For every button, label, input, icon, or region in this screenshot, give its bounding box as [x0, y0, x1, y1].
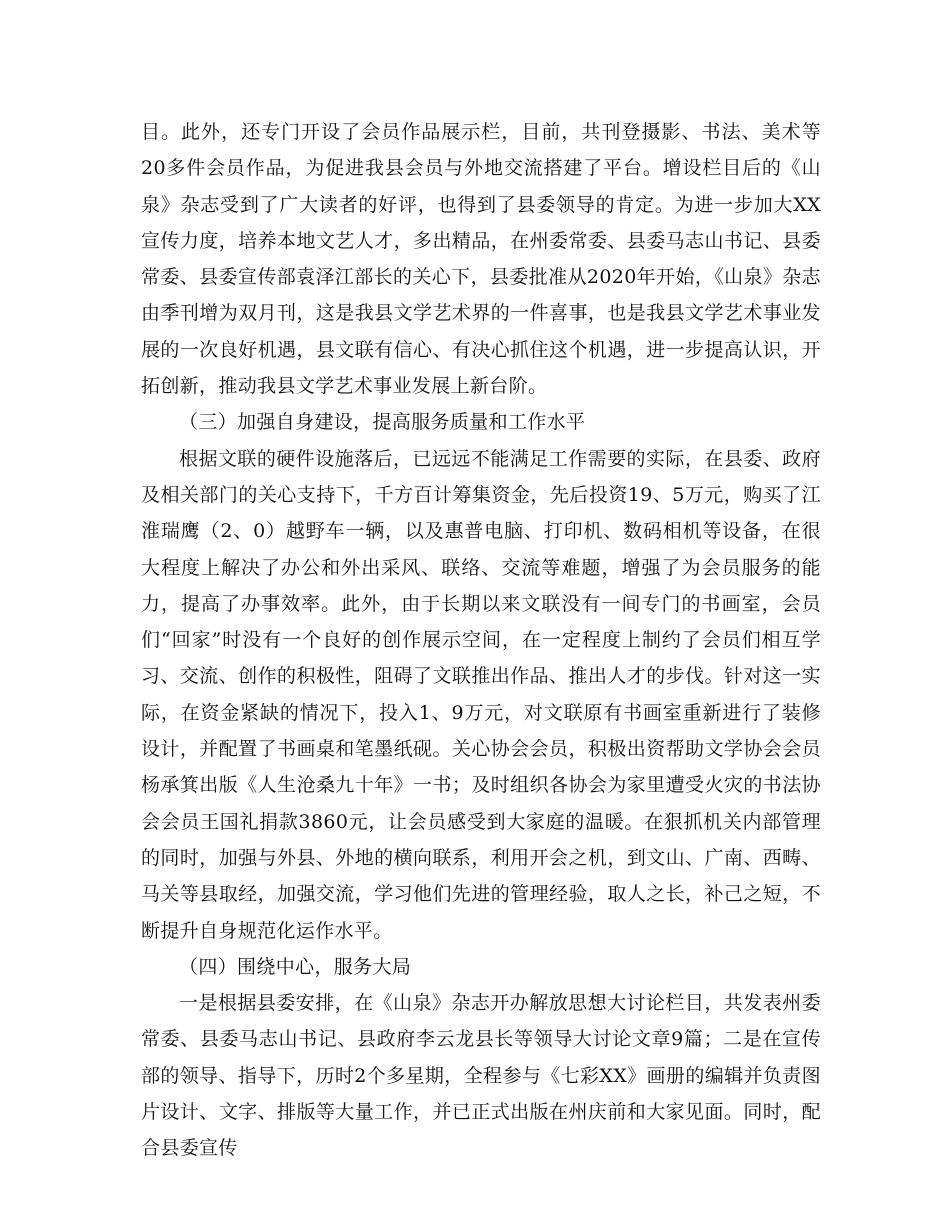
- section-heading-4: （四）围绕中心，服务大局: [179, 955, 412, 978]
- paragraph-continuation: 目。此外，还专门开设了会员作品展示栏，目前，共刊登摄影、书法、美术等20多件会员作品，为促进我县会员与外地交流搭建了平台。增设栏目后的《山泉》杂志受到了广大读者的好评，也得到了县委领导的肯定。为进一步加大XX宣传力度，培养本地文艺人才，多出精品，在州委常委、县委马志山书记、县委常委、县委宣传部袁泽江部长的关心下，县委批准从2020年开始，《山泉》杂志由季刊增为双月刊，这是我县文学艺术界的一件喜事，也是我县文学艺术事业发展的一次良好机遇，县文联有信心、有决心抓住这个机遇，进一步提高认识，开拓创新，推动我县文学艺术事业发展上新台阶。: [141, 121, 821, 398]
- section-heading-3: （三）加强自身建设，提高服务质量和工作水平: [179, 411, 586, 434]
- document-body: [141, 114, 821, 1167]
- paragraph-serve-center: 一是根据县委安排，在《山泉》杂志开办解放思想大讨论栏目，共发表州委常委、县委马志山书记、县政府李云龙县长等领导大讨论文章9篇；二是在宣传部的领导、指导下，历时2个多星期，全程参与《七彩XX》画册的编辑并负责图片设计、文字、排版等大量工作，并已正式出版在州庆前和大家见面。同时，配合县委宣传: [141, 992, 821, 1160]
- paragraph-self-construction: 根据文联的硬件设施落后，已远远不能满足工作需要的实际，在县委、政府及相关部门的关心支持下，千方百计筹集资金，先后投资19、5万元，购买了江淮瑞鹰（2、0）越野车一辆，以及惠普电脑、打印机、数码相机等设备，在很大程度上解决了办公和外出采风、联络、交流等难题，增强了为会员服务的能力，提高了办事效率。此外，由于长期以来文联没有一间专门的书画室，会员们“回家”时没有一个良好的创作展示空间，在一定程度上制约了会员们相互学习、交流、创作的积极性，阻碍了文联推出作品、推出人才的步伐。针对这一实际，在资金紧缺的情况下，投入1、9万元，对文联原有书画室重新进行了装修设计，并配置了书画桌和笔墨纸砚。关心协会会员，积极出资帮助文学协会会员杨承箕出版《人生沧桑九十年》一书；及时组织各协会为家里遭受火灾的书法协会会员王国礼捐款3860元，让会员感受到大家庭的温暖。在狠抓机关内部管理的同时，加强与外县、外地的横向联系，利用开会之机，到文山、广南、西畴、马关等县取经，加强交流，学习他们先进的管理经验，取人之长，补己之短，不断提升自身规范化运作水平。: [141, 447, 821, 942]
